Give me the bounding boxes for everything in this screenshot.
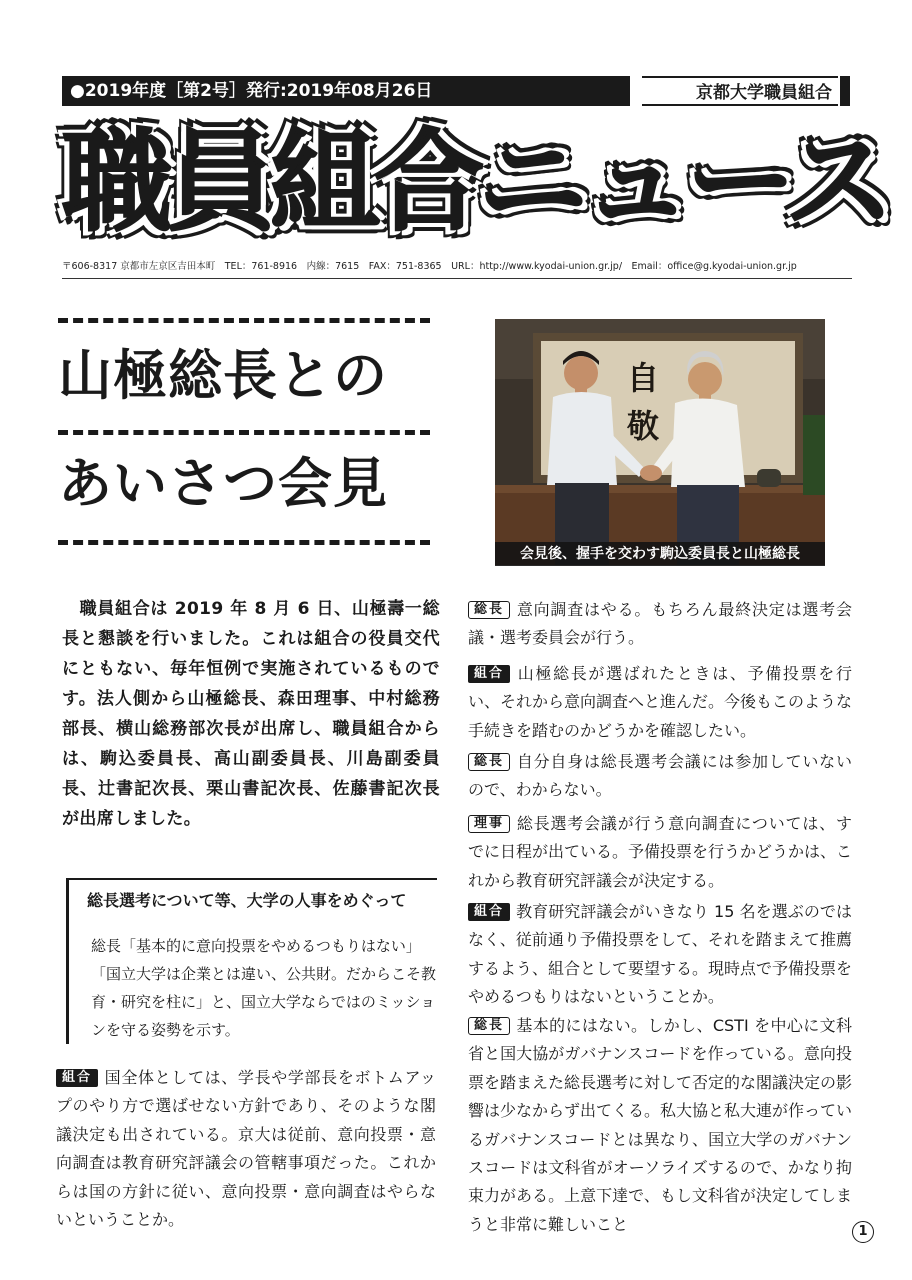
speaker-tag: 組合 xyxy=(468,903,510,921)
header-cap xyxy=(840,76,850,106)
summary-box xyxy=(66,878,437,1044)
dialogue-text: 教育研究評議会がいきなり 15 名を選ぶのではなく、従前通り予備投票をして、それを踏まえて推薦するよう、組合として要望する。現時点で予備投票をやめるつもりはないということか。 xyxy=(468,902,853,1007)
masthead-title: 職員組合ニュース xyxy=(62,118,889,246)
organization-name: 京都大学職員組合 xyxy=(642,76,838,106)
photo-caption: 会見後、握手を交わす駒込委員長と山極総長 xyxy=(495,542,825,566)
dialogue-right-2 xyxy=(468,660,852,745)
dialogue-text: 基本的にはない。しかし、CSTI を中心に文科省と国大協がガバナンスコードを作っている。意向投票を踏まえた総長選考に対して否定的な閣議決定の影響は少なからず出てくる。私大協と私大連が作っているガバナンスコードとは異なり、国立大学のガバナンスコードは文科省がオーソライズするので、かなり拘束力がある。上意下達で、もし文科省が決定してしまうと非常に難しいこと xyxy=(468,1016,853,1234)
dialogue-text: 国全体としては、学長や学部長をボトムアップのやり方で選ばせない方針であり、そのような閣議決定も出されている。京大は従前、意向投票・意向調査は教育研究評議会の管轄事項だった。これからは国の方針に従い、意向投票・意向調査はやらないということか。 xyxy=(56,1068,436,1230)
dialogue-text: 自分自身は総長選考会議には参加していないので、わからない。 xyxy=(468,752,852,800)
speaker-tag: 組合 xyxy=(468,665,510,683)
calligraphy-char-2: 敬 xyxy=(627,407,660,445)
dialogue-left-1 xyxy=(56,1064,436,1234)
handshake-photo-illustration xyxy=(495,319,825,565)
dialogue-right-6 xyxy=(468,1012,852,1239)
speaker-tag: 総長 xyxy=(468,601,510,619)
speaker-tag: 総長 xyxy=(468,1017,510,1035)
dialogue-text: 山極総長が選ばれたときは、予備投票を行い、それから意向調査へと進んだ。今後もこのような手続きを踏むのかどうかを確認したい。 xyxy=(468,664,853,740)
headline-line-1: 山極総長との xyxy=(58,344,388,407)
headline-divider-top xyxy=(58,318,430,323)
dialogue-right-3 xyxy=(468,748,852,805)
dialogue-right-5 xyxy=(468,898,852,1012)
dialogue-right-1 xyxy=(468,596,852,653)
speaker-tag: 総長 xyxy=(468,753,510,771)
contact-line: 〒606-8317 京都市左京区吉田本町 TEL：761-8916 内線：7615 FAX：751-8365 URL：http://www.kyodai-union.gr.jp/ Email：office@g.kyodai-union.gr.jp xyxy=(62,258,852,279)
issue-header-bar xyxy=(62,76,850,106)
lead-paragraph: 職員組合は 2019 年 8 月 6 日、山極壽一総長と懇談を行いました。これは組合の役員交代にともない、毎年恒例で実施されているものです。法人側から山極総長、森田理事、中村総務部長、横山総務部次長が出席し、職員組合からは、駒込委員長、高山副委員長、川島副委員長、辻書記次長、栗山書記次長、佐藤書記次長が出席しました。 xyxy=(62,599,440,829)
speaker-tag: 組合 xyxy=(56,1069,98,1087)
speaker-tag: 理事 xyxy=(468,815,510,833)
meeting-photo xyxy=(495,319,825,565)
page-number: 1 xyxy=(852,1221,874,1243)
summary-box-body: 総長「基本的に意向投票をやめるつもりはない」「国立大学は企業とは違い、公共財。だからこそ教育・研究を柱に」と、国立大学ならではのミッションを守る姿勢を示す。 xyxy=(91,937,437,1039)
calligraphy-char-1: 自 xyxy=(627,359,660,397)
issue-info: ●2019年度［第2号］発行:2019年08月26日 xyxy=(62,76,630,106)
headline-divider-middle xyxy=(58,430,430,435)
headline-line-2: あいさつ会見 xyxy=(58,452,388,515)
dialogue-text: 総長選考会議が行う意向調査については、すでに日程が出ている。予備投票を行うかどうかは、これから教育研究評議会が決定する。 xyxy=(468,814,853,890)
dialogue-text: 意向調査はやる。もちろん最終決定は選考会議・選考委員会が行う。 xyxy=(468,600,852,648)
dialogue-right-4 xyxy=(468,810,852,895)
headline-divider-bottom xyxy=(58,540,430,545)
summary-box-title: 総長選考について等、大学の人事をめぐって xyxy=(87,891,407,910)
